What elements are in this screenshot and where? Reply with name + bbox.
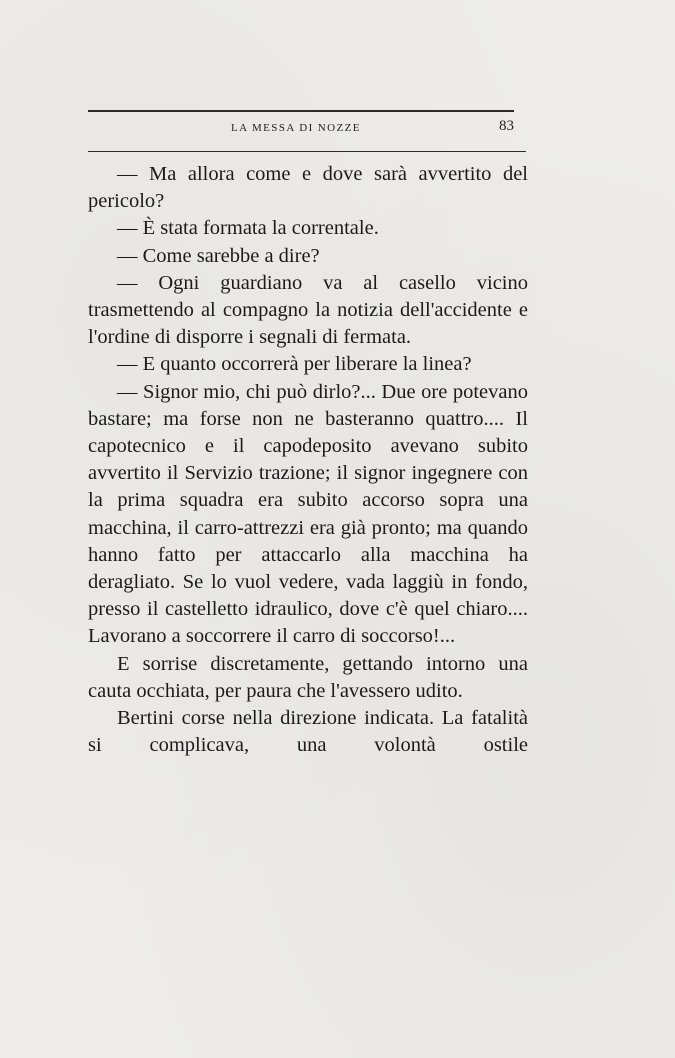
body-text bbox=[88, 161, 528, 759]
paragraph-5: — E quanto occorrerà per liberare la linea? bbox=[117, 353, 472, 376]
running-title: LA MESSA DI NOZZE bbox=[231, 122, 361, 134]
paragraph-8: Bertini corse nella direzione indicata. La fatalità si complicava, una volontà ostile bbox=[88, 707, 528, 757]
header-bottom-rule bbox=[88, 151, 526, 152]
paragraph-3: — Come sarebbe a dire? bbox=[117, 244, 320, 267]
running-head bbox=[88, 118, 514, 140]
paragraph-7: E sorrise discretamente, gettando intorno una cauta occhiata, per paura che l'avessero udito. bbox=[88, 652, 528, 702]
page-number: 83 bbox=[499, 118, 514, 134]
header-top-rule bbox=[88, 110, 514, 112]
paragraph-4: — Ogni guardiano va al casello vicino trasmettendo al compagno la notizia dell'accidente e l'ordine di disporre i segnali di fermata. bbox=[88, 271, 528, 349]
paragraph-1: — Ma allora come e dove sarà avvertito del pericolo? bbox=[88, 163, 528, 213]
paragraph-6: — Signor mio, chi può dirlo?... Due ore potevano bastare; ma forse non ne basteranno quattro.... Il capotecnico e il capodeposito avevano subito avvertito il Servizio trazione; il signor ingegnere con la prima squadra era subito accorso sopra una macchina, il carro-attrezzi era già pronto; ma quando hanno fatto per attaccarlo alla macchina ha deragliato. Se lo vuol vedere, vada laggiù in fondo, presso il castelletto idraulico, dove c'è quel chiaro.... Lavorano a soccorrere il carro di soccorso!... bbox=[88, 380, 528, 648]
paragraph-2: — È stata formata la correntale. bbox=[117, 217, 379, 240]
